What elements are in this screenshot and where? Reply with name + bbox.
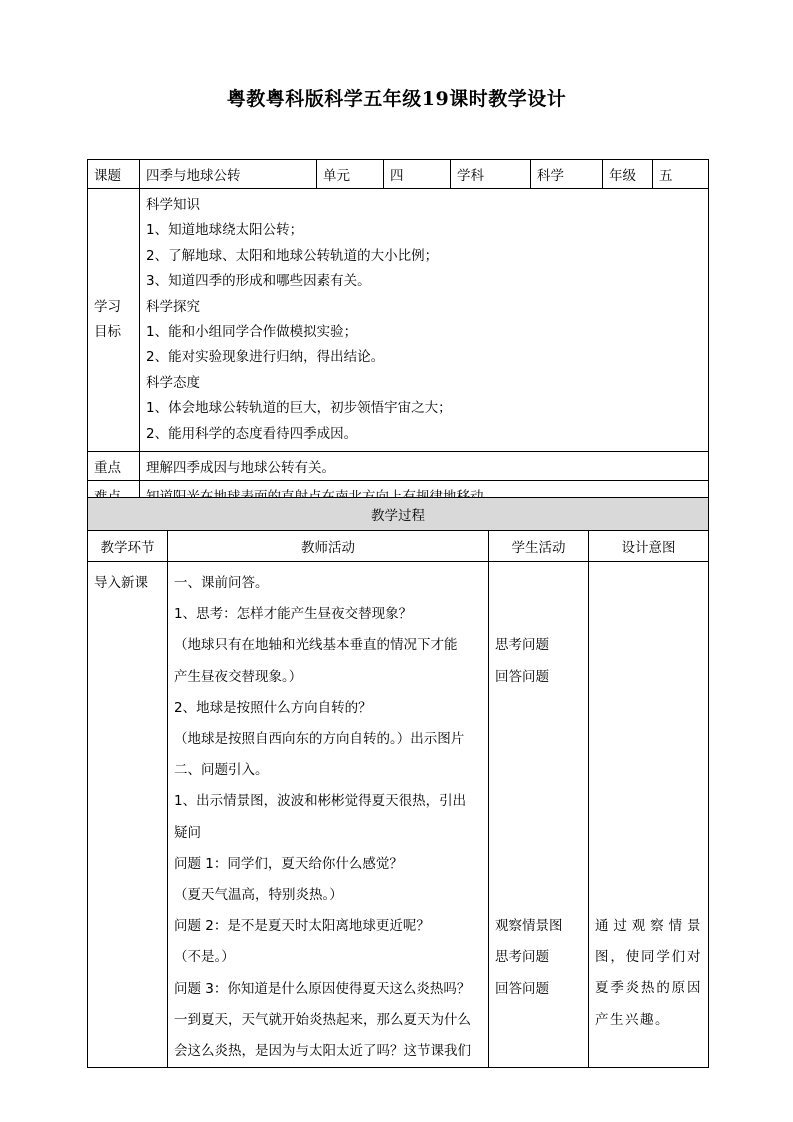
design-intent-cell <box>589 562 709 1068</box>
teacher-line: 问题 2：是不是夏天时太阳离地球更近呢？ <box>174 918 430 935</box>
goals-label <box>88 189 140 452</box>
goal-line: 科学态度 <box>146 374 200 391</box>
goals-row <box>88 189 709 452</box>
teacher-activity-cell <box>168 562 489 1068</box>
stage-cell <box>88 562 168 1068</box>
goal-line: 1、知道地球绕太阳公转； <box>146 222 304 239</box>
course-info-table <box>87 159 709 510</box>
goal-line: 2、了解地球、太阳和地球公转轨道的大小比例； <box>146 247 439 264</box>
student-line <box>495 786 582 817</box>
process-section-title: 教学过程 <box>88 498 709 531</box>
teacher-line: （地球只有在地轴和光线基本垂直的情况下才能 <box>174 637 458 654</box>
student-line <box>495 568 582 599</box>
student-line <box>495 755 582 786</box>
teacher-line: 二、问题引入。 <box>174 762 269 779</box>
goal-line: 1、能和小组同学合作做模拟实验； <box>146 324 358 341</box>
teacher-line: （夏天气温高，特别炎热。） <box>174 887 343 904</box>
unit-value: 四 <box>384 160 451 189</box>
teacher-line: 1、思考：怎样才能产生昼夜交替现象？ <box>174 606 413 623</box>
teacher-line: （不是。） <box>174 949 235 966</box>
teacher-line: 问题 1：同学们，夏天给你什么感觉？ <box>174 855 403 872</box>
goal-line: 科学知识 <box>146 197 200 213</box>
grade-label: 年级 <box>603 160 653 189</box>
subject-label: 学科 <box>451 160 531 189</box>
page-title: 粤教粤科版科学五年级19课时教学设计 <box>226 88 567 110</box>
student-line <box>495 849 582 880</box>
student-line: 回答问题 <box>495 980 549 997</box>
topic-label: 课题 <box>88 160 140 189</box>
unit-label: 单元 <box>317 160 384 189</box>
student-line <box>495 599 582 630</box>
goal-line: 3、知道四季的形成和哪些因素有关。 <box>146 273 371 290</box>
teacher-line: 一、课前问答。 <box>174 575 269 591</box>
subject-value: 科学 <box>531 160 603 189</box>
student-line <box>495 724 582 755</box>
teacher-line: 会这么炎热，是因为与太阳太近了吗？这节课我们 <box>174 1043 471 1060</box>
grade-value: 五 <box>653 160 709 189</box>
col-student-header: 学生活动 <box>489 531 589 562</box>
student-line <box>495 880 582 911</box>
student-line <box>495 693 582 724</box>
goal-line: 2、能对实验现象进行归纳，得出结论。 <box>146 349 385 366</box>
teacher-line: 2、地球是按照什么方向自转的？ <box>174 699 372 716</box>
teaching-process-table <box>87 497 709 1068</box>
teacher-line: 一到夏天，天气就开始炎热起来，那么夏天为什么 <box>174 1011 471 1028</box>
teacher-line: 疑问 <box>174 824 201 841</box>
student-line <box>495 818 582 849</box>
goal-line: 科学探究 <box>146 298 200 315</box>
goal-line: 1、体会地球公转轨道的巨大，初步领悟宇宙之大； <box>146 400 452 417</box>
topic-row <box>88 160 709 189</box>
goals-list <box>140 189 709 452</box>
key-point-label: 重点 <box>88 452 140 481</box>
stage-text: 导入新课 <box>94 575 148 591</box>
teacher-line: 产生昼夜交替现象。） <box>174 668 303 685</box>
student-activity-cell <box>489 562 589 1068</box>
student-line: 观察情景图 <box>495 918 563 935</box>
student-line: 思考问题 <box>495 637 549 654</box>
topic-value: 四季与地球公转 <box>140 160 317 189</box>
teacher-line: 1、出示情景图，波波和彬彬觉得夏天很热，引出 <box>174 793 467 810</box>
col-teacher-header: 教师活动 <box>168 531 489 562</box>
student-line: 回答问题 <box>495 668 549 685</box>
process-header-row <box>88 531 709 562</box>
process-row <box>88 562 709 1068</box>
col-intent-header: 设计意图 <box>589 531 709 562</box>
teacher-line: 问题 3：你知道是什么原因使得夏天这么炎热吗？ <box>174 980 471 997</box>
teacher-line: （地球是按照自西向东的方向自转的。）出示图片 <box>174 731 465 748</box>
key-point-row <box>88 452 709 481</box>
key-point-value: 理解四季成因与地球公转有关。 <box>140 452 709 481</box>
intent-spacer <box>595 568 702 911</box>
goals-label-text: 学习目标 <box>94 299 121 341</box>
design-intent-text: 通过观察情景图，使同学们对夏季炎热的原因产生兴趣。 <box>595 918 702 1028</box>
goal-line: 2、能用科学的态度看待四季成因。 <box>146 425 358 442</box>
student-line: 思考问题 <box>495 949 549 966</box>
col-stage-header: 教学环节 <box>88 531 168 562</box>
